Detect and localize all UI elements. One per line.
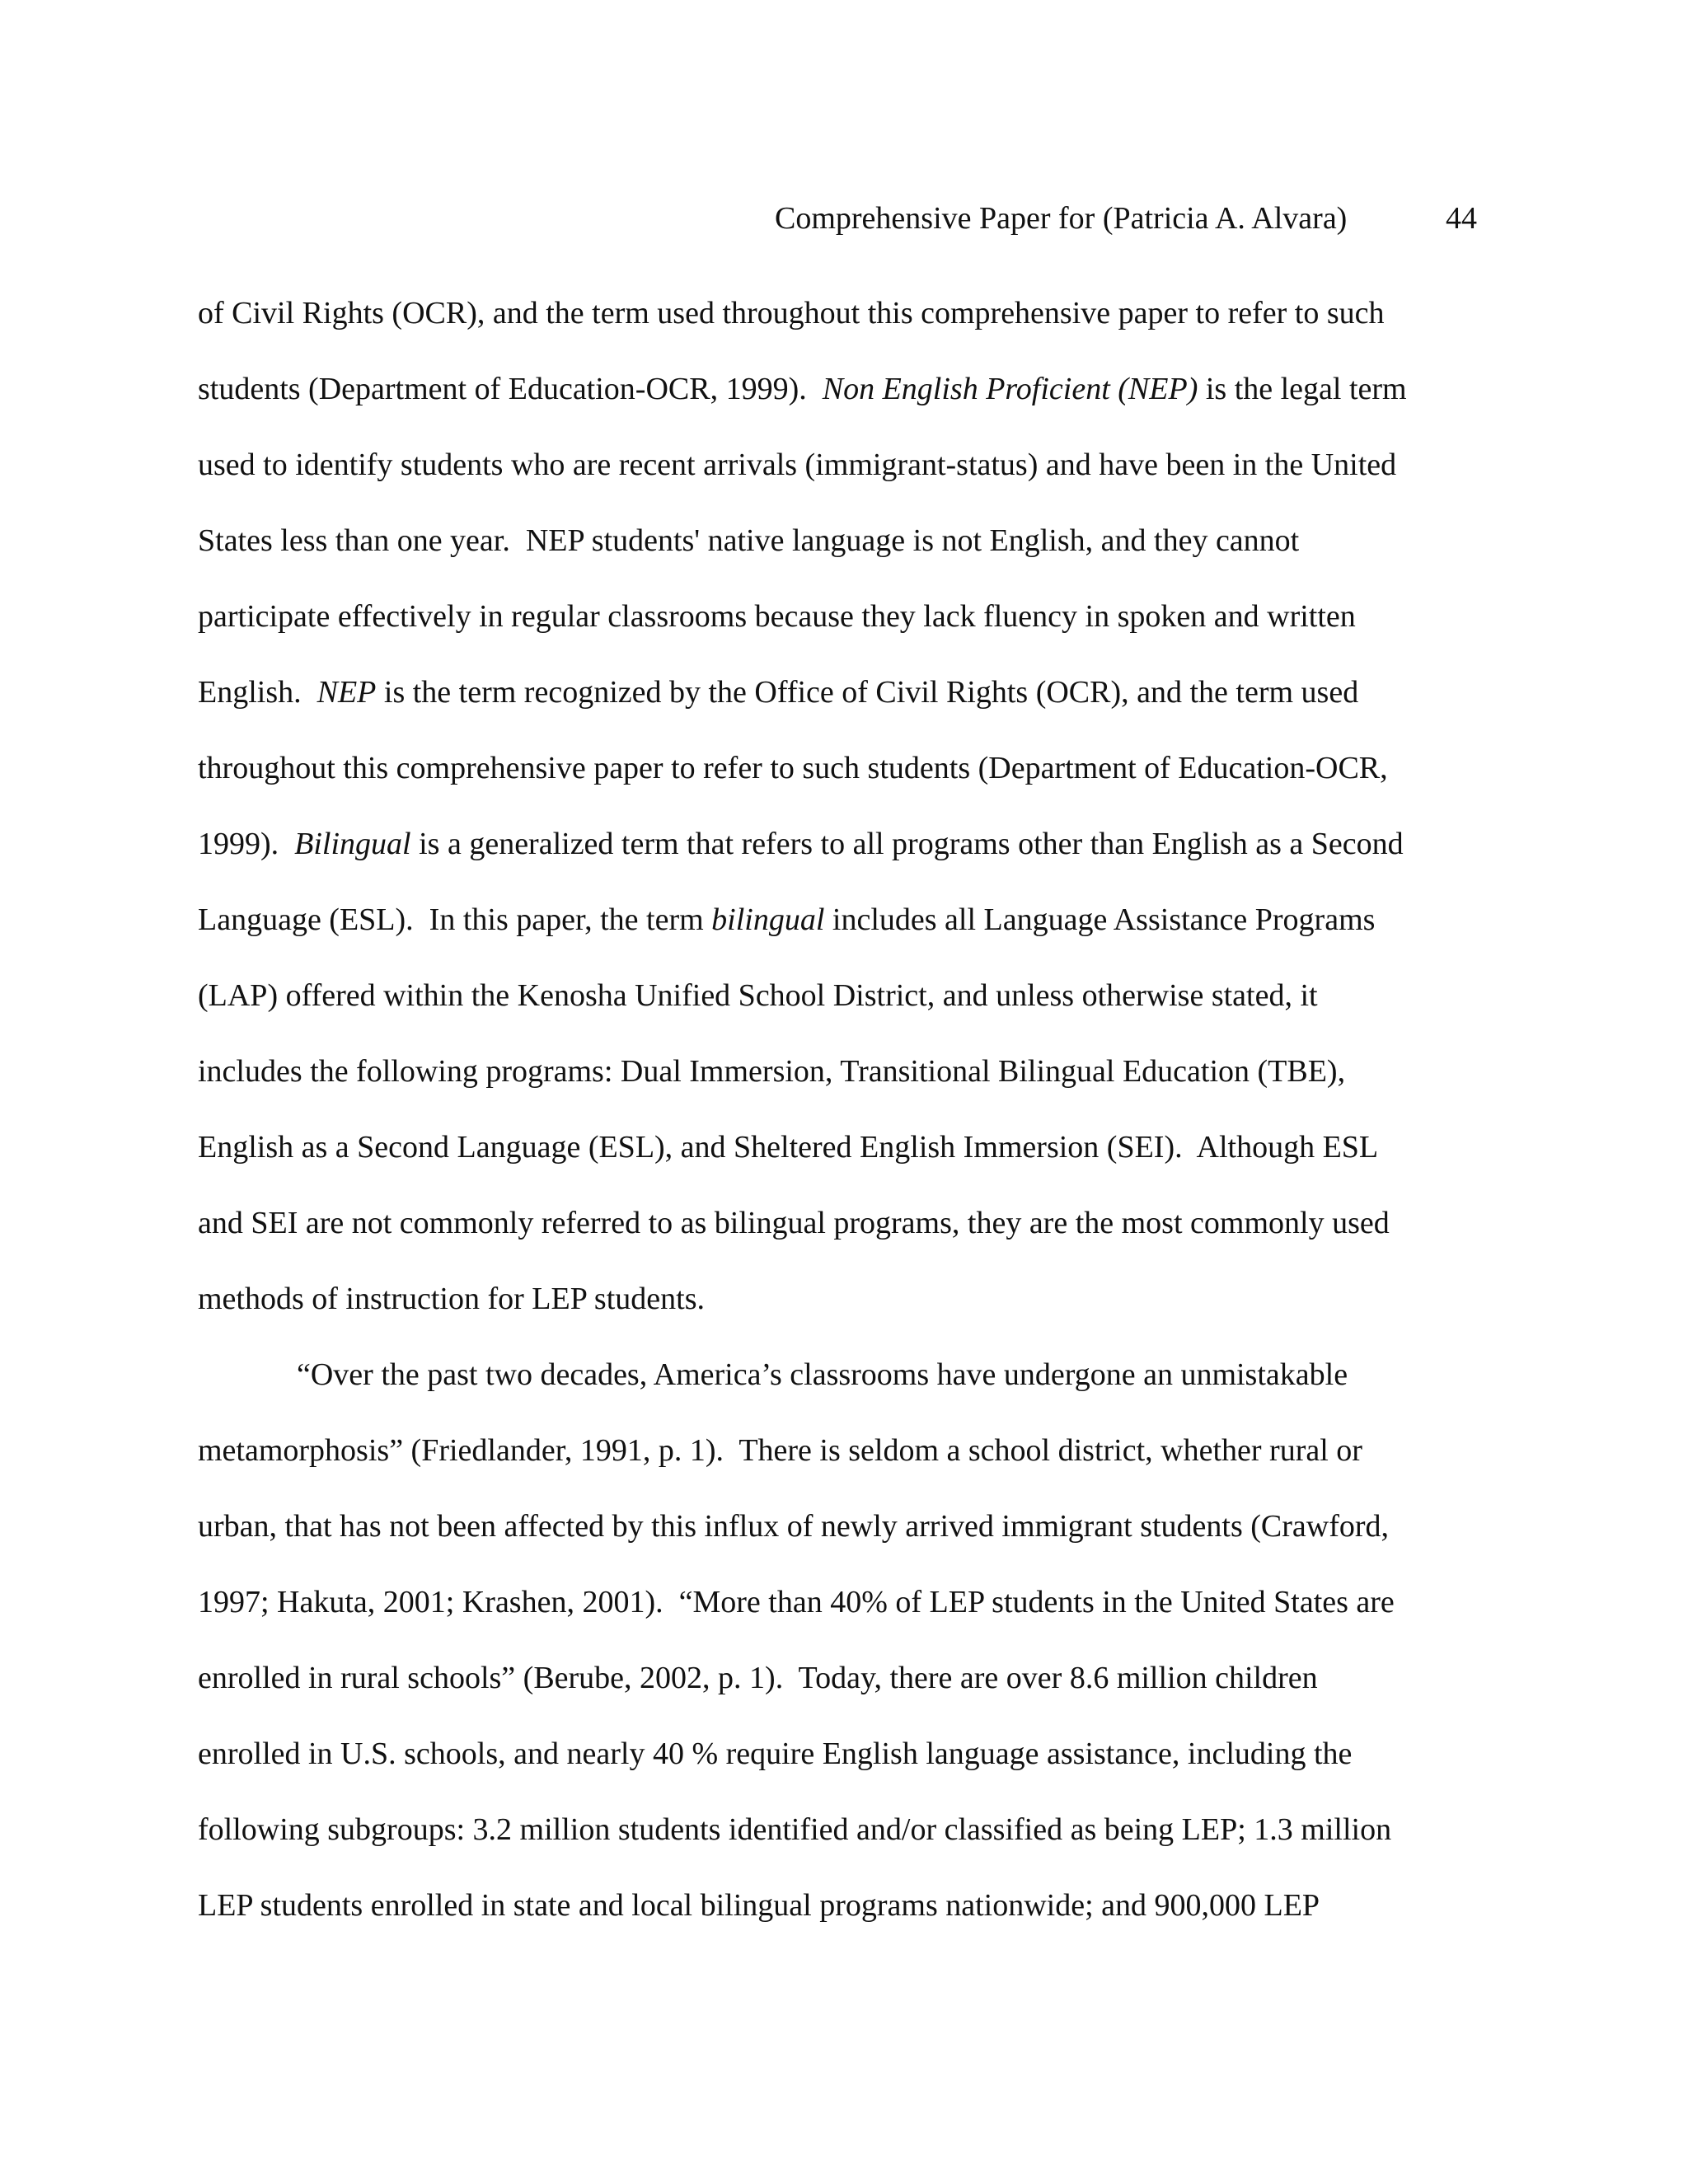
text-line <box>198 1809 1484 1885</box>
text-run: is the legal term <box>1198 372 1407 406</box>
text-line <box>198 1430 1484 1506</box>
text-run: following subgroups: 3.2 million students identified and/or classified as being LEP; 1.3 million <box>198 1812 1392 1847</box>
text-run: urban, that has not been affected by this influx of newly arrived immigrant students (Crawford, <box>198 1509 1390 1544</box>
text-line <box>198 823 1484 899</box>
text-line <box>198 899 1484 975</box>
text-line <box>198 444 1484 520</box>
text-run: States less than one year. NEP students' native language is not English, and they cannot <box>198 523 1300 558</box>
text-line <box>198 1202 1484 1278</box>
text-line <box>198 1657 1484 1733</box>
text-run: metamorphosis” (Friedlander, 1991, p. 1). There is seldom a school district, whether rural or <box>198 1433 1362 1468</box>
running-head <box>775 198 1477 239</box>
text-run: methods of instruction for LEP students. <box>198 1282 705 1316</box>
text-line <box>198 520 1484 596</box>
text-line <box>198 975 1484 1051</box>
text-line <box>198 293 1484 368</box>
text-run: Language (ESL). In this paper, the term <box>198 902 712 937</box>
text-run: “Over the past two decades, America’s classrooms have undergone an unmistakable <box>297 1357 1348 1392</box>
italic-term: NEP <box>316 675 377 710</box>
text-line <box>198 1051 1484 1127</box>
text-line <box>198 596 1484 672</box>
text-line <box>198 1885 1484 1961</box>
text-line <box>198 1127 1484 1202</box>
text-line <box>198 368 1484 444</box>
text-run: English. <box>198 675 317 710</box>
text-line <box>198 1354 1484 1430</box>
italic-term: Bilingual <box>294 827 411 861</box>
text-line <box>198 1582 1484 1657</box>
text-run: of Civil Rights (OCR), and the term used throughout this comprehensive paper to refer to such <box>198 296 1385 330</box>
text-run: enrolled in rural schools” (Berube, 2002, p. 1). Today, there are over 8.6 million children <box>198 1661 1318 1695</box>
text-run: 1997; Hakuta, 2001; Krashen, 2001). “More than 40% of LEP students in the United States are <box>198 1585 1395 1619</box>
text-run: participate effectively in regular classrooms because they lack fluency in spoken and written <box>198 599 1356 634</box>
italic-term: bilingual <box>711 902 825 937</box>
text-run: and SEI are not commonly referred to as bilingual programs, they are the most commonly used <box>198 1206 1390 1240</box>
text-run: students (Department of Education-OCR, 1999). <box>198 372 823 406</box>
text-run: LEP students enrolled in state and local bilingual programs nationwide; and 900,000 LEP <box>198 1888 1320 1923</box>
page-number: 44 <box>1446 201 1477 236</box>
text-run: used to identify students who are recent arrivals (immigrant-status) and have been in the United <box>198 448 1397 482</box>
text-run: is a generalized term that refers to all programs other than English as a Second <box>410 827 1404 861</box>
text-run: English as a Second Language (ESL), and Sheltered English Immersion (SEI). Although ESL <box>198 1130 1379 1165</box>
text-run: 1999). <box>198 827 295 861</box>
text-run: enrolled in U.S. schools, and nearly 40 % require English language assistance, including the <box>198 1736 1353 1771</box>
text-line <box>198 672 1484 748</box>
running-head-title: Comprehensive Paper for (Patricia A. Alvara) <box>775 201 1348 236</box>
text-run: throughout this comprehensive paper to refer to such students (Department of Education-OCR, <box>198 751 1388 785</box>
text-line <box>198 1733 1484 1809</box>
body-text <box>198 293 1484 1961</box>
text-line <box>198 1506 1484 1582</box>
text-line <box>198 748 1484 823</box>
text-run: (LAP) offered within the Kenosha Unified School District, and unless otherwise stated, it <box>198 978 1318 1013</box>
text-line <box>198 1278 1484 1354</box>
italic-term: Non English Proficient (NEP) <box>822 372 1198 406</box>
text-run: is the term recognized by the Office of Civil Rights (OCR), and the term used <box>376 675 1359 710</box>
text-run: includes the following programs: Dual Immersion, Transitional Bilingual Education (TBE), <box>198 1054 1346 1089</box>
text-run: includes all Language Assistance Programs <box>824 902 1376 937</box>
